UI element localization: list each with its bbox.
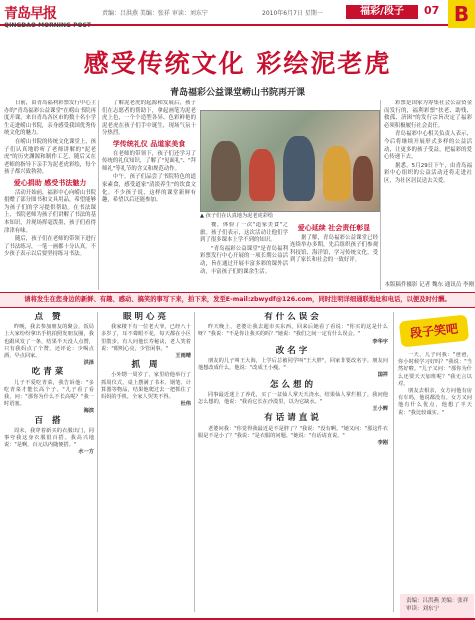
subheading: 爱心延续 社会责任彰显 [297,224,371,232]
newspaper-logo: 青岛早报 QINGDAO MORNING POST [4,6,91,29]
subheading: 学传统礼仪 品道家美食 [112,139,186,148]
jokes-column-2: 眼明心亮 我家楼下有一位老大爷，已经八十多岁了，耳不聋眼不花，每天都在小区里散步。有人问他长寿秘诀，老人笑着说："眼明心亮，少管闲事。" 王雨晴 抓 周 小外甥一周岁了，家里给他举行了抓周仪式，桌上摆满了书本、钢笔、计算器等物品，结果他爬过去一把抓住了妈妈的手机，全家人哭笑不得。 杜伟 [101,312,191,408]
jokes-column-3: 有什么误会 昨天晚上，老婆让我去超市买东西，回来后她看了看说："你买的这是什么呀？"我说："不是你让我买的吗？"她说："我们之间一定有什么误会。" 李华宇 改名字 朋友的儿子叫王大海，上学后总被同学叫"王大胖"，回家非要改名字。朋友问他想改成什么，他说："改成王小瘦。" 国祥 怎么想的 同事最近迷上了养花，买了一盆仙人掌天天浇水，结果仙人掌烂根了。我问他怎么想的，他说："我看它长在沙漠里，以为它缺水。" 王小辉 有话请直说 老婆问我："你觉得我最近是不是胖了？"我说："没有啊。"她又问："那这件衣服是不是小了？"我说："是衣服的问题。"她说："有话请直说。" 李刚 [198,312,388,447]
article-byline: 本版稿件摄影 记者 魏东 通讯员 李刚 [384,282,474,288]
submission-notice: 请将发生在您身边的新鲜、有趣、感动、搞笑的事写下来，拍下来，发至E-mail:zbwydf@126.com，同时注明详细通联地址和电话，以便及时付酬。 [0,292,475,308]
article-column-3b: 爱心延续 社会责任彰显 据了解，青岛福彩公益课堂已经连续举办多期，先后组织孩子们参观科技馆、海洋馆，学习传统文化，受到了家长和社会的一致好评。 [290,224,378,264]
page-header [0,0,475,29]
article-column-4: 彩票是国家为筹集社会公益资金而发行的，福利彩票"扶老、助残、救孤、济困"的发行宗旨决定了福彩必须积极履行社会责任。 青岛福彩中心相关负责人表示，今后将继续开展形式多样的公益活动，让更多的孩子受益，把福彩的爱心传递下去。 据悉，5月29日下午，由青岛福彩中心组织的公益活动还将走进社区，为社区居民送去关爱。 [384,100,472,184]
page-number: 07 [424,4,440,17]
photo-caption: ▲ 孩子们在认真地为泥老虎彩绘 [200,213,274,219]
header-editors: 责编：吕洪燕 美编：张祥 审读：刘东宁 [102,10,208,17]
article-subtitle: 青岛福彩公益课堂崂山书院再开课 [169,88,305,98]
jokes-badge: 段子笑吧 [399,315,469,348]
article-column-2: 了解泥老虎的起源和发展后，孩子们在志愿者的帮助下，拿起画笔为泥老虎上色，一个个造型各异、色彩鲜艳的泥老虎在孩子们手中诞生，现场气氛十分热烈。 学传统礼仪 品道家美食 在老师的带领下，孩子们还学习了传统的礼仪知识，了解了"见面礼"、"拜师礼"等礼节的含义和规范动作。 中午，孩子们品尝了书院特色的道家素食，感受道家"清淡养生"的饮食文化。不少孩子说，这样的课堂新鲜有趣，希望以后还能参加。 [102,100,196,204]
article-column-3a: 餐，体验了一次"道家美食"之旅。孩子们表示，这次活动让他们学到了很多课本上学不到的知识。 "青岛福彩公益课堂"是青岛福利彩票发行中心开展的一项长期公益活动，旨在通过开展丰富多彩的课外活动，丰富孩子们的课余生活。 [200,222,288,275]
jokes-column-1: 点 赞 昨晚，我去参加朋友的聚会，饭局上大家纷纷拿出手机拍照发朋友圈，我也跟风发了一条，结果半天没人点赞，只有我妈点了个赞，还评论：少喝点酒，早点回家。 洪泽 吃青菜 儿子不爱吃青菜，我告诉他："多吃青菜才能长高个子。"儿子看了看我，问："那你为什么不长高呢？"我一时语塞。 海滨 百 搭 周末，我穿着新买的衣服出门，同事夸我这身衣服很百搭。我高兴地说："是啊，百元以内随便搭。" 水一方 [4,312,94,456]
page-editors: 责编：吕洪燕 美编：张祥 审读：刘东宁 [400,594,474,618]
section-label: 福彩/段子 [346,5,418,19]
section-letter: B [448,0,475,28]
jokes-column-4: 一天，儿子问我："爸爸，你小时候学习好吗？"我说："当然好啦。"儿子又问："那你为什么还要天天加班呢？"我无言以对。 朋友去相亲，女方问他有房有车吗，他说都没有。女方又问他有什么优点，他想了半天说："我比较诚实。" [398,352,472,416]
article-title: 感受传统文化 彩绘泥老虎 [83,49,392,78]
subheading: 爱心捐助 感受书法魅力 [13,178,87,187]
article-column-1: 日前，由青岛福利彩票发行中心主办的"青岛福彩公益课堂"在崂山书院再度开课，来自青岛各区市的数十名小学生走进崂山书院，亲身感受我国优秀传统文化的魅力。 在崂山书院的传统文化课堂上，孩子们认真地聆听了老师讲解的"泥老虎"的历史渊源和制作工艺，随后又在老师的指导下亲手为泥老虎彩绘，每个孩子都兴致勃勃。 爱心捐助 感受书法魅力 活动开始前，福彩中心向崂山书院捐赠了部分图书和文具用品，希望能够为孩子们的学习提供帮助。在书法课上，书院老师为孩子们讲解了书法的基本知识，并现场挥毫泼墨，孩子们看得津津有味。 随后，孩子们在老师的带领下进行了书法练习，一笔一画都十分认真，不少孩子表示以后要坚持练习书法。 [4,100,96,258]
header-date: 2010年6月7日 星期一 [262,10,323,17]
article-photo [200,110,380,212]
